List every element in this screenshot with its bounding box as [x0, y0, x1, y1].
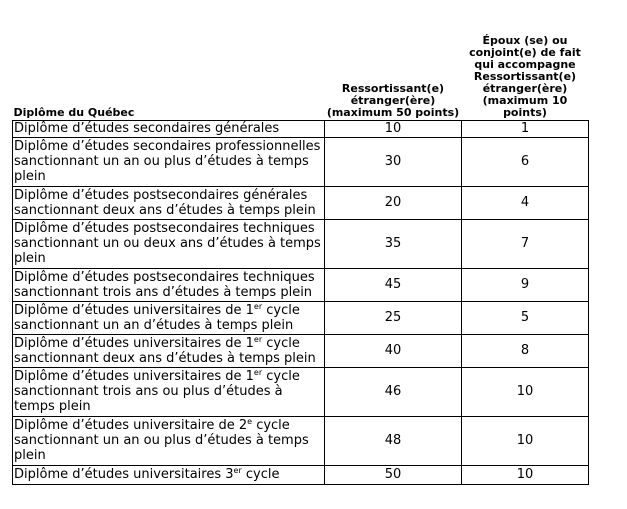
row-spouse-points: 5: [462, 301, 589, 334]
table-header-row: [13, 22, 589, 120]
table-row: [13, 268, 589, 301]
row-national-points: 46: [325, 367, 462, 416]
row-national-points: 25: [325, 301, 462, 334]
diploma-text-start: Diplôme d’études universitaire de 2: [14, 418, 248, 433]
row-diploma: [13, 367, 325, 416]
ordinal-suffix: er: [233, 466, 242, 475]
header-national: Ressortissant(e) étranger(ère) (maximum 50 points): [325, 22, 462, 120]
row-spouse-points: 10: [462, 465, 589, 484]
row-spouse-points: 6: [462, 137, 589, 186]
row-diploma: Diplôme d’études postsecondaires techniques sanctionnant trois ans d’études à temps plein: [13, 268, 325, 301]
diploma-text-start: Diplôme d’études universitaires de 1: [14, 302, 254, 318]
table-row: [13, 219, 589, 268]
table-row: [13, 334, 589, 367]
table-row: [13, 186, 589, 219]
row-diploma: Diplôme d’études postsecondaires techniques sanctionnant un ou deux ans d’études à temps plein: [13, 219, 325, 268]
table-row: [13, 301, 589, 334]
row-national-points: 48: [325, 416, 462, 465]
diploma-text-start: Diplôme d’études universitaires de 1: [14, 335, 254, 351]
row-national-points: 20: [325, 186, 462, 219]
ordinal-suffix: er: [253, 368, 263, 377]
row-spouse-points: 10: [462, 367, 589, 416]
header-spouse: Époux (se) ou conjoint(e) de fait qui accompagne Ressortissant(e) étranger(ère) (maximum 10 points): [462, 22, 589, 120]
row-diploma: [13, 334, 325, 367]
ordinal-suffix: er: [253, 301, 263, 311]
row-spouse-points: 9: [462, 268, 589, 301]
diploma-text-start: Diplôme d’études universitaires 3: [14, 467, 234, 482]
diploma-text-end: cycle sanctionnant un an d’études à temps plein: [14, 302, 300, 333]
row-spouse-points: 10: [462, 416, 589, 465]
row-spouse-points: 8: [462, 334, 589, 367]
table-row: [13, 465, 589, 484]
row-national-points: 50: [325, 465, 462, 484]
row-spouse-points: 1: [462, 120, 589, 137]
diploma-text-start: Diplôme d’études universitaires de 1: [14, 369, 254, 384]
diploma-points-table-container: [12, 22, 588, 485]
row-diploma: Diplôme d’études secondaires professionnelles sanctionnant un an ou plus d’études à temps plein: [13, 137, 325, 186]
row-spouse-points: 4: [462, 186, 589, 219]
diploma-text-end: cycle sanctionnant trois ans ou plus d’études à temps plein: [14, 369, 300, 414]
row-national-points: 40: [325, 334, 462, 367]
ordinal-suffix: e: [247, 417, 253, 426]
row-diploma: [13, 416, 325, 465]
diploma-points-table: [12, 22, 589, 485]
table-row: [13, 120, 589, 137]
header-diploma: Diplôme du Québec: [13, 22, 325, 120]
row-diploma: [13, 465, 325, 484]
table-row: [13, 367, 589, 416]
diploma-text-end: cycle sanctionnant un an ou plus d’études à temps plein: [14, 418, 309, 463]
row-national-points: 30: [325, 137, 462, 186]
diploma-text-end: cycle sanctionnant deux ans d’études à temps plein: [14, 335, 316, 366]
row-diploma: Diplôme d’études secondaires générales: [13, 120, 325, 137]
row-diploma: Diplôme d’études postsecondaires générales sanctionnant deux ans d’études à temps plein: [13, 186, 325, 219]
row-national-points: 10: [325, 120, 462, 137]
diploma-text-end: cycle: [241, 467, 280, 482]
table-row: [13, 416, 589, 465]
ordinal-suffix: er: [253, 334, 263, 344]
row-national-points: 35: [325, 219, 462, 268]
table-row: [13, 137, 589, 186]
row-national-points: 45: [325, 268, 462, 301]
row-spouse-points: 7: [462, 219, 589, 268]
row-diploma: [13, 301, 325, 334]
